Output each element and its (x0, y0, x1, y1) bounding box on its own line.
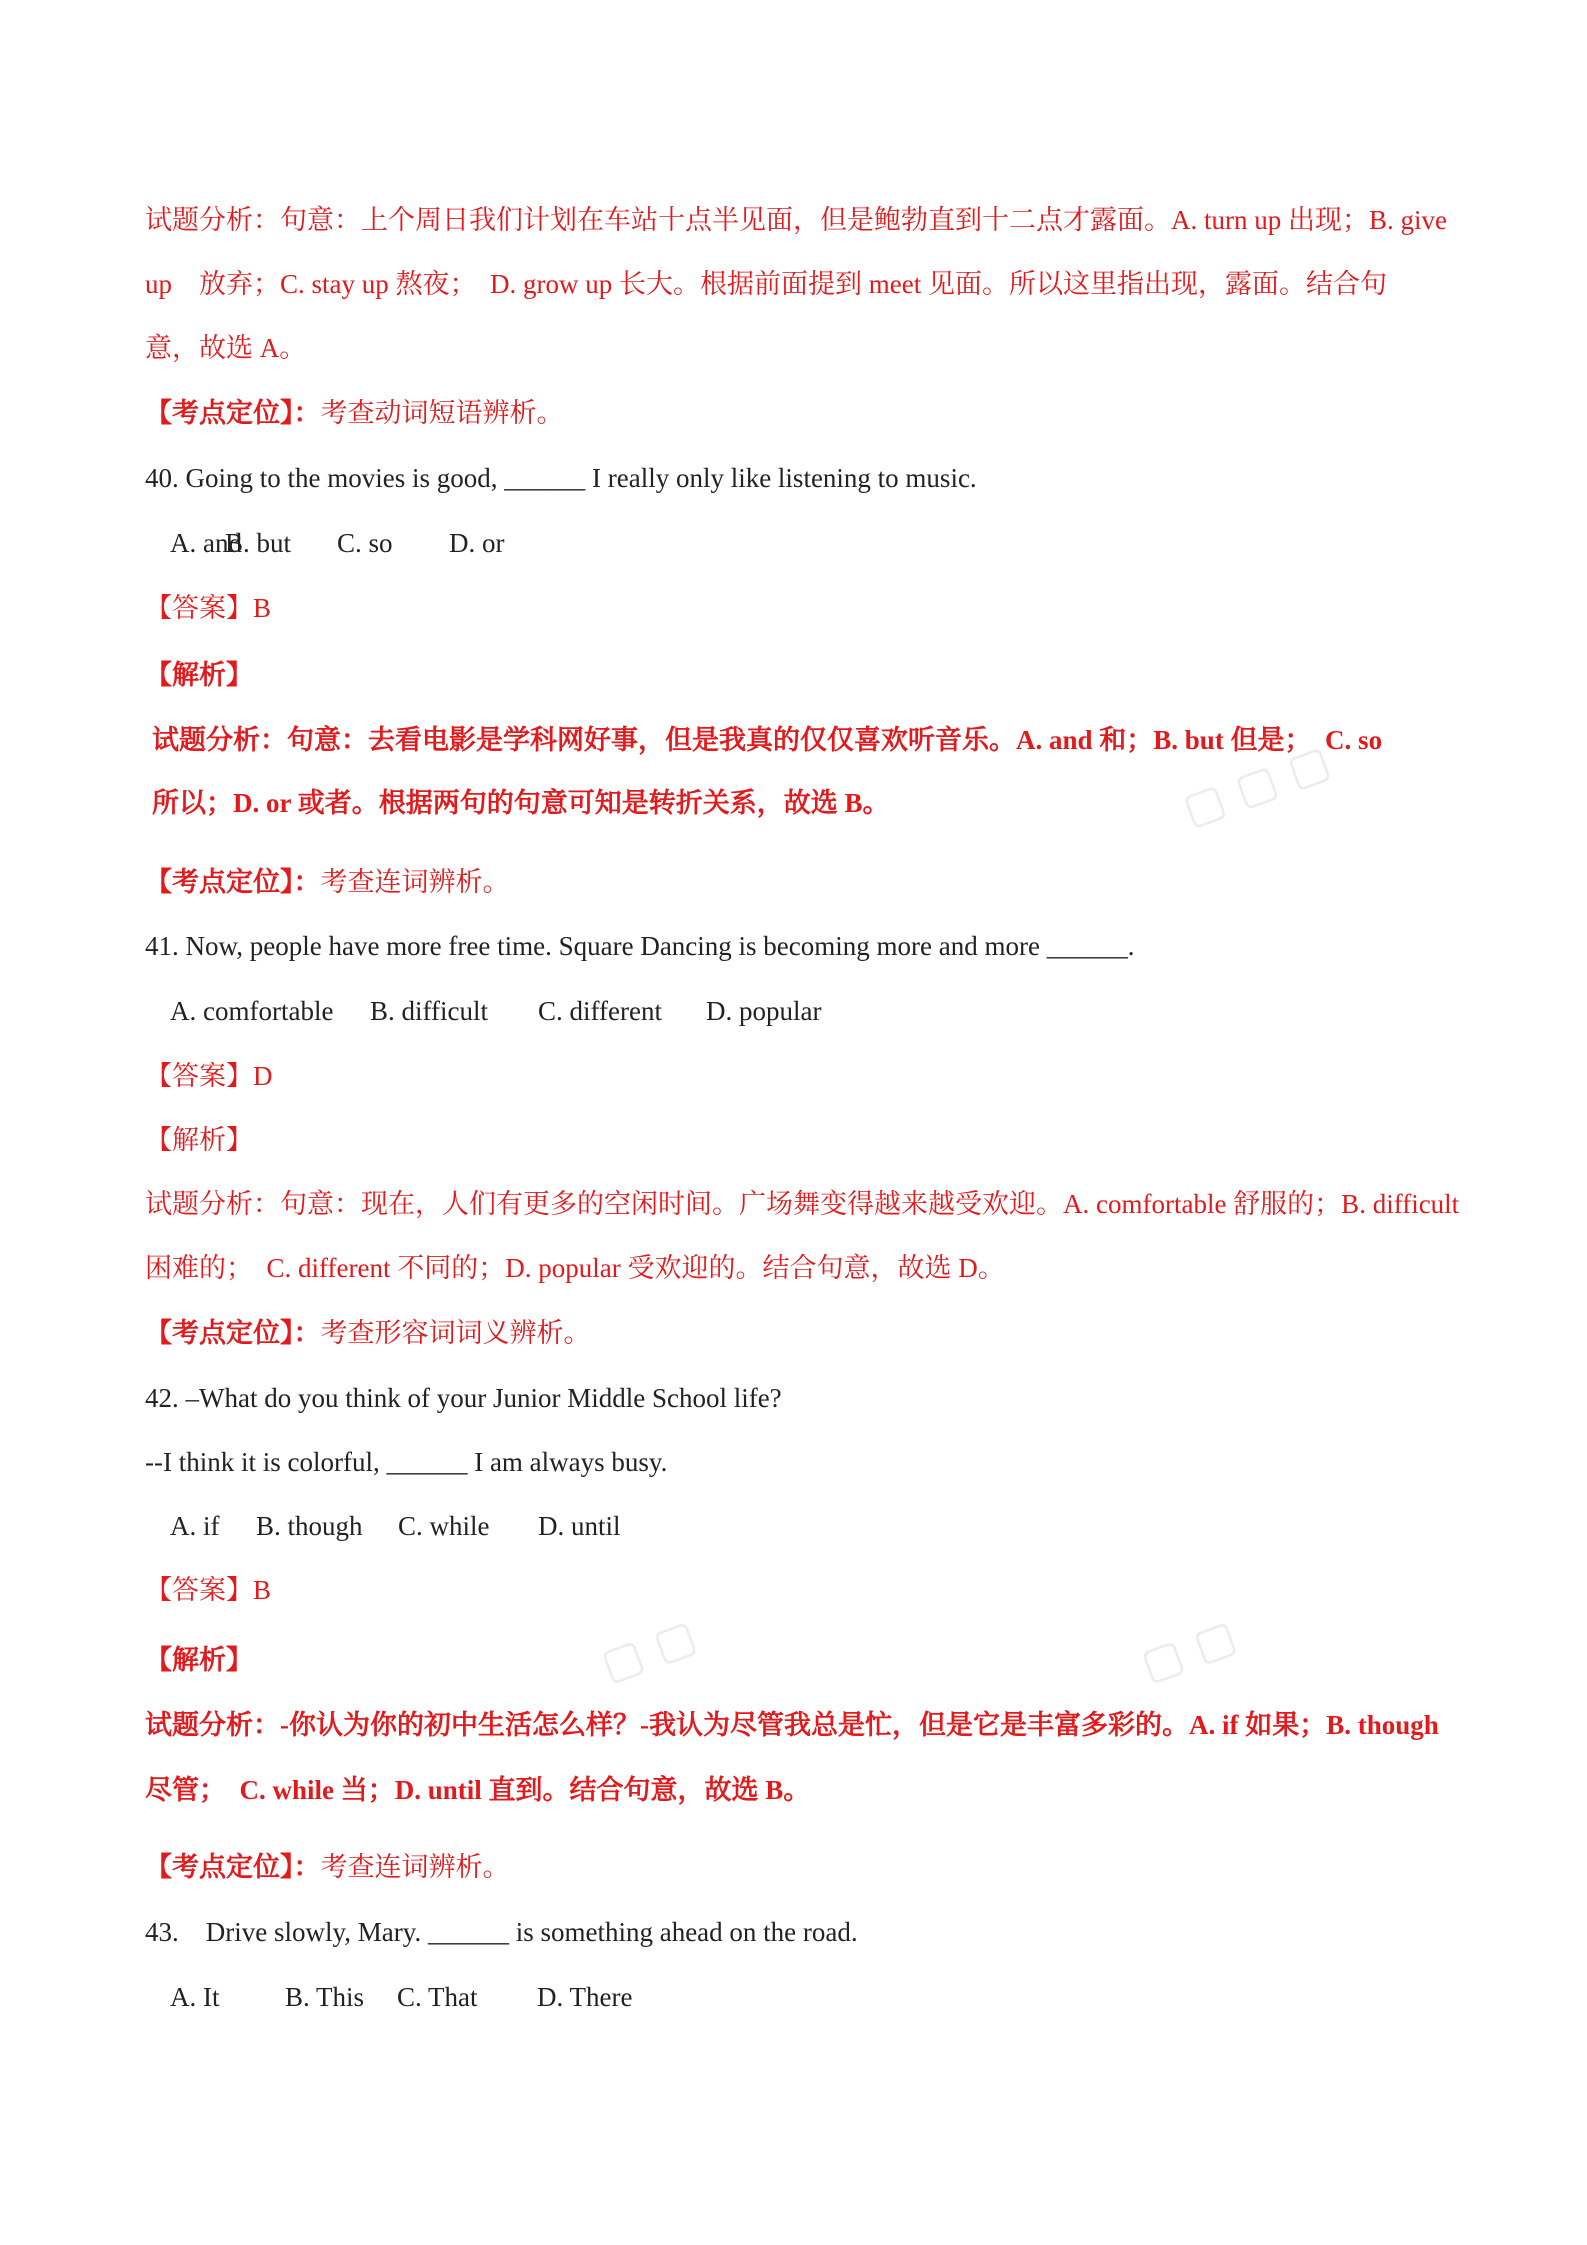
option-c: C. That (397, 1982, 478, 2012)
point-label: 【考点定位】： (145, 1852, 321, 1882)
q42-stem-line1: 42. –What do you think of your Junior Middle School life? (145, 1383, 782, 1413)
q40-analysis-line2: 所以；D. or 或者。根据两句的句意可知是转折关系，故选 B。 (152, 788, 890, 818)
q42-stem-line2: --I think it is colorful, ______ I am always busy. (145, 1447, 668, 1477)
option-a: A. if (170, 1511, 220, 1541)
q41-analysis-label: 【解析】 (145, 1125, 253, 1155)
point-text: 考查连词辨析。 (320, 1852, 510, 1882)
option-d: D. until (538, 1511, 621, 1541)
point-text: 考查形容词词义辨析。 (320, 1318, 591, 1348)
option-b: B. though (256, 1511, 363, 1541)
q41-point (145, 1313, 1445, 1353)
point-text: 考查动词短语辨析。 (320, 398, 564, 428)
option-c: C. different (538, 996, 662, 1026)
q43-options (170, 1977, 1470, 2017)
option-a: A. It (170, 1982, 220, 2012)
option-b: B. but (225, 528, 292, 558)
point-label: 【考点定位】： (145, 1318, 321, 1348)
q40-analysis-line1: 试题分析：句意：去看电影是学科网好事，但是我真的仅仅喜欢听音乐。A. and 和；B. but 但是； C. so (152, 725, 1383, 755)
option-c: C. so (337, 528, 393, 558)
option-d: D. popular (706, 996, 822, 1026)
option-c: C. while (398, 1511, 490, 1541)
point-text: 考查连词辨析。 (320, 867, 510, 897)
answer-value: D (253, 1061, 273, 1091)
q43-stem: 43. Drive slowly, Mary. ______ is something ahead on the road. (145, 1917, 858, 1947)
point-label: 【考点定位】： (145, 398, 321, 428)
q40-options (170, 523, 1470, 563)
q40-analysis-label: 【解析】 (145, 660, 253, 690)
answer-value: B (253, 1575, 272, 1605)
q40-stem: 40. Going to the movies is good, ______ I really only like listening to music. (145, 463, 977, 493)
q39-analysis-line1: 试题分析：句意：上个周日我们计划在车站十点半见面，但是鲍勃直到十二点才露面。A. turn up 出现；B. give (145, 205, 1447, 235)
q39-point (145, 393, 1445, 433)
q42-analysis-line1: 试题分析：-你认为你的初中生活怎么样？-我认为尽管我总是忙，但是它是丰富多彩的。A. if 如果；B. though (145, 1710, 1439, 1740)
watermark: ▢ ▢ (594, 1609, 703, 1692)
option-d: D. There (537, 1982, 633, 2012)
q42-analysis-label: 【解析】 (145, 1645, 253, 1675)
q40-point (145, 862, 1445, 902)
q41-analysis-line1: 试题分析：句意：现在，人们有更多的空闲时间。广场舞变得越来越受欢迎。A. comfortable 舒服的；B. difficult (145, 1189, 1460, 1219)
watermark: ▢ ▢ ▢ (1175, 735, 1337, 836)
q41-answer (145, 1056, 1445, 1096)
q42-options (170, 1506, 1470, 1546)
answer-label: 【答案】 (145, 1061, 253, 1091)
q42-point (145, 1847, 1445, 1887)
answer-value: B (253, 593, 272, 623)
option-b: B. difficult (370, 996, 488, 1026)
q41-options (170, 991, 1470, 1031)
q41-stem: 41. Now, people have more free time. Square Dancing is becoming more and more ______. (145, 931, 1135, 961)
answer-label: 【答案】 (145, 1575, 253, 1605)
q41-analysis-line2: 困难的； C. different 不同的；D. popular 受欢迎的。结合句意，故选 D。 (145, 1253, 1005, 1283)
q39-analysis-line2: up 放弃；C. stay up 熬夜； D. grow up 长大。根据前面提到 meet 见面。所以这里指出现，露面。结合句 (145, 269, 1387, 299)
option-a: A. comfortable (170, 996, 334, 1026)
watermark: ▢ ▢ (1134, 1609, 1243, 1692)
q42-analysis-line2: 尽管； C. while 当；D. until 直到。结合句意，故选 B。 (145, 1775, 811, 1805)
point-label: 【考点定位】： (145, 867, 321, 897)
q42-answer (145, 1570, 1445, 1610)
answer-label: 【答案】 (145, 593, 253, 623)
option-d: D. or (449, 528, 505, 558)
q39-analysis-line3: 意，故选 A。 (145, 333, 307, 363)
option-a: A. and (170, 528, 242, 558)
q40-answer (145, 588, 1445, 628)
option-b: B. This (285, 1982, 365, 2012)
